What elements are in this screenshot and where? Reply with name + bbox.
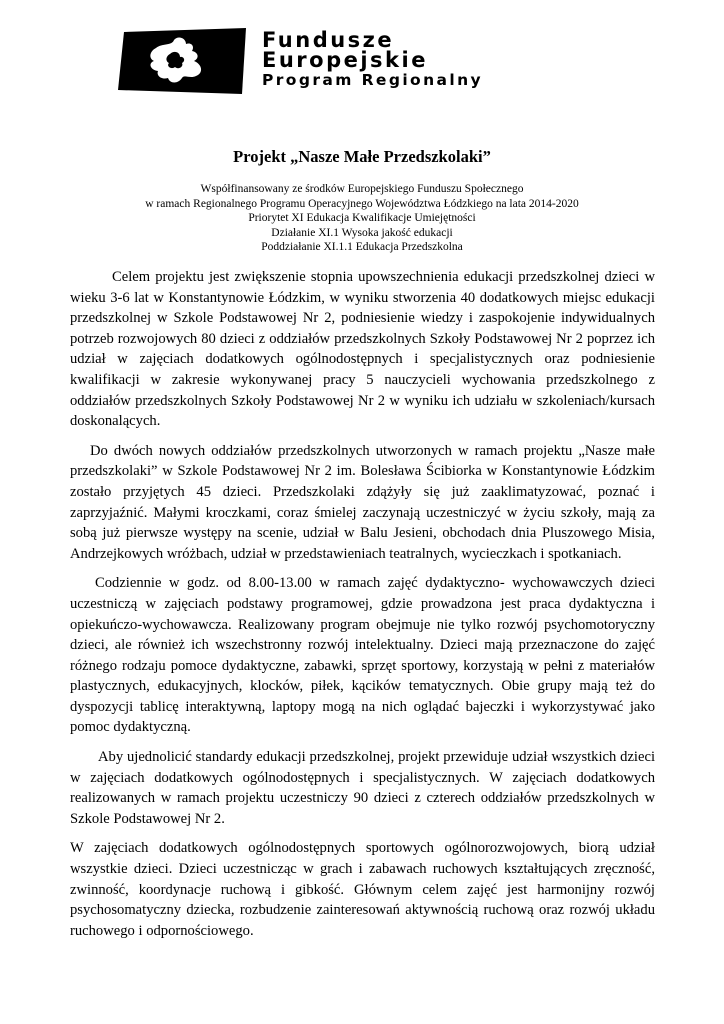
funding-info bbox=[0, 182, 724, 255]
funding-line: Współfinansowany ze środków Europejskiego Funduszu Społecznego bbox=[200, 183, 524, 195]
document-body bbox=[70, 267, 655, 950]
paragraph-daily-activities: Codziennie w godz. od 8.00-13.00 w ramach zajęć dydaktyczno- wychowawczych dzieci uczestniczą w zajęciach podstawy programowej, gdzie prowadzona jest praca dydaktyczna i opiekuńczo-wychowawcza. Realizowany program obejmuje nie tylko rozwój psychomotoryczny dzieci, ale również ich wszechstronny rozwój intelektualny. Dzieci mają przeznaczone do zajęć różnego rodzaju pomoce dydaktyczne, zabawki, sprzęt sportowy, korzystają w pełni z materiałów plastycznych, edukacyjnych, klocków, piłek, kącików tematycznych. Obie grupy mają też do dyspozycji tablicę interaktywną, laptopy mogą na nich oglądać bajeczki i wykorzystywać jako pomoc dydaktyczną. bbox=[70, 575, 655, 736]
funding-line: Priorytet XI Edukacja Kwalifikacje Umiejętności bbox=[248, 212, 476, 224]
logo-wordmark bbox=[262, 30, 483, 89]
logo-line-fundusze: Fundusze bbox=[262, 28, 395, 52]
paragraph-standards: Aby ujednolicić standardy edukacji przedszkolnej, projekt przewiduje udział wszystkich dzieci w zajęciach dodatkowych ogólnodostępnych i specjalistycznych. W zajęciach dodatkowych realizowanych w ramach projektu uczestniczy 90 dzieci z czterech oddziałów przedszkolnych w Szkole Podstawowej Nr 2. bbox=[70, 749, 655, 827]
eu-funds-logo-icon bbox=[118, 28, 248, 94]
paragraph-sports: W zajęciach dodatkowych ogólnodostępnych sportowych ogólnorozwojowych, biorą udział wszystkie dzieci. Dzieci uczestnicząc w grach i zabawach ruchowych kształtujących zręczność, zwinność, koordynacje ruchową i gibkość. Głównym celem zajęć jest harmonijny rozwój psychosomatyczny dziecka, rozbudzenie zainteresowań aktywnością ruchową oraz rozwój układu ruchowego i odpornościowego. bbox=[70, 840, 655, 939]
logo-line-europejskie: Europejskie bbox=[262, 48, 428, 72]
logo-line-program: Program Regionalny bbox=[262, 71, 484, 89]
funding-line: w ramach Regionalnego Programu Operacyjnego Województwa Łódzkiego na lata 2014-2020 bbox=[145, 197, 579, 210]
paragraph-new-groups: Do dwóch nowych oddziałów przedszkolnych utworzonych w ramach projektu „Nasze małe przedszkolaki” w Szkole Podstawowej Nr 2 im. Bolesława Ścibiorka w Konstantynowie Łódzkim zostało przyjętych 45 dzieci. Przedszkolaki zdążyły się już zaaklimatyzować, poznać i zaprzyjaźnić. Małymi kroczkami, coraz śmielej zaczynają uczestniczyć w życiu szkoły, mają za sobą już pierwsze występy na scenie, udział w Balu Jesieni, obchodach dnia Pluszowego Misia, Andrzejkowych wróżbach, udział w przedstawieniach teatralnych, wycieczkach i spotkaniach. bbox=[70, 442, 655, 562]
funds-logo bbox=[118, 28, 598, 94]
paragraph-project-goal: Celem projektu jest zwiększenie stopnia upowszechnienia edukacji przedszkolnej dzieci w wieku 3-6 lat w Konstantynowie Łódzkim, w wyniku stworzenia 40 dodatkowych miejsc edukacji przedszkolnej w Szkole Podstawowej Nr 2, podniesienie wiedzy i zaspokojenie indywidualnych potrzeb rozwojowych 80 dzieci z oddziałów przedszkolnych Szkoły Podstawowej Nr 2 poprzez ich udział w zajęciach dodatkowych ogólnodostępnych i specjalistycznych oraz podniesienie kwalifikacji w zakresie wykonywanej pracy 5 nauczycieli wychowania przedszkolnego z oddziałów przedszkolnych Szkoły Podstawowej Nr 2 w wyniku ich udziału w szkoleniach/kursach doskonalących. bbox=[70, 269, 655, 430]
page-title: Projekt „Nasze Małe Przedszkolaki” bbox=[233, 147, 491, 166]
funding-line: Działanie XI.1 Wysoka jakość edukacji bbox=[271, 226, 453, 239]
funding-line: Poddziałanie XI.1.1 Edukacja Przedszkolna bbox=[261, 241, 463, 253]
